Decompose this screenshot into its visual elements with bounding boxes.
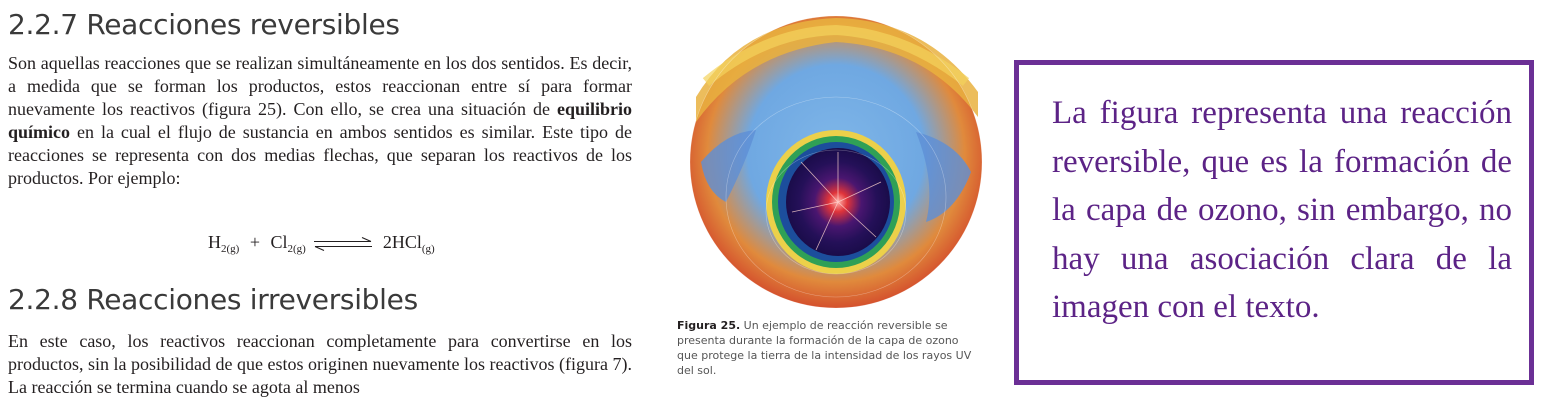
section-heading-irreversibles: 2.2.8 Reacciones irreversibles xyxy=(8,283,418,316)
caption-label: Figura 25. xyxy=(677,319,741,332)
reactant-h2: $H_{2(g)}$ xyxy=(208,232,240,255)
reactant-cl2: $Cl_{2(g)}$ xyxy=(270,232,306,255)
paragraph-text: en la cual el flujo de sustancia en ambos sentidos es similar. Este tipo de reacciones se representa con dos medias flechas, que separan los reactivos de los productos. Por ejemplo: xyxy=(8,122,632,188)
annotation-box xyxy=(1014,60,1534,385)
chemical-equation xyxy=(208,232,435,255)
section-heading-reversibles: 2.2.7 Reacciones reversibles xyxy=(8,8,400,41)
equilibrium-arrows-icon xyxy=(312,237,374,251)
ozone-hole-globe-image xyxy=(686,12,986,312)
figure-caption xyxy=(677,318,977,378)
caption-text: Un ejemplo de reacción reversible se presenta durante la formación de la capa de ozono que protege la tierra de la intensidad de los rayos UV del sol. xyxy=(677,319,972,377)
annotation-text: La figura representa una reacción reversible, que es la formación de la capa de ozono, sin embargo, no hay una asociación clara de la imagen con el texto. xyxy=(1052,95,1512,325)
paragraph-irreversibles: En este caso, los reactivos reaccionan completamente para convertirse en los productos, sin la posibilidad de que estos originen nuevamente los reactivos (figura 7). La reacción se termina cuando se agota al menos xyxy=(8,331,632,397)
paragraph-reversibles xyxy=(8,52,632,190)
bold-term-equilibrio: equilibrio químico xyxy=(8,99,632,142)
paragraph-text: Son aquellas reacciones que se realizan simultáneamente en los dos sentidos. Es decir, a medida que se forman los productos, estos reaccionan entre sí para formar nuevamente los reactivos (figura 25). Con ello, se crea una situación de xyxy=(8,53,632,119)
plus-sign: + xyxy=(249,232,260,252)
product-hcl: 2HCl$_{(g)}$ xyxy=(382,232,435,255)
